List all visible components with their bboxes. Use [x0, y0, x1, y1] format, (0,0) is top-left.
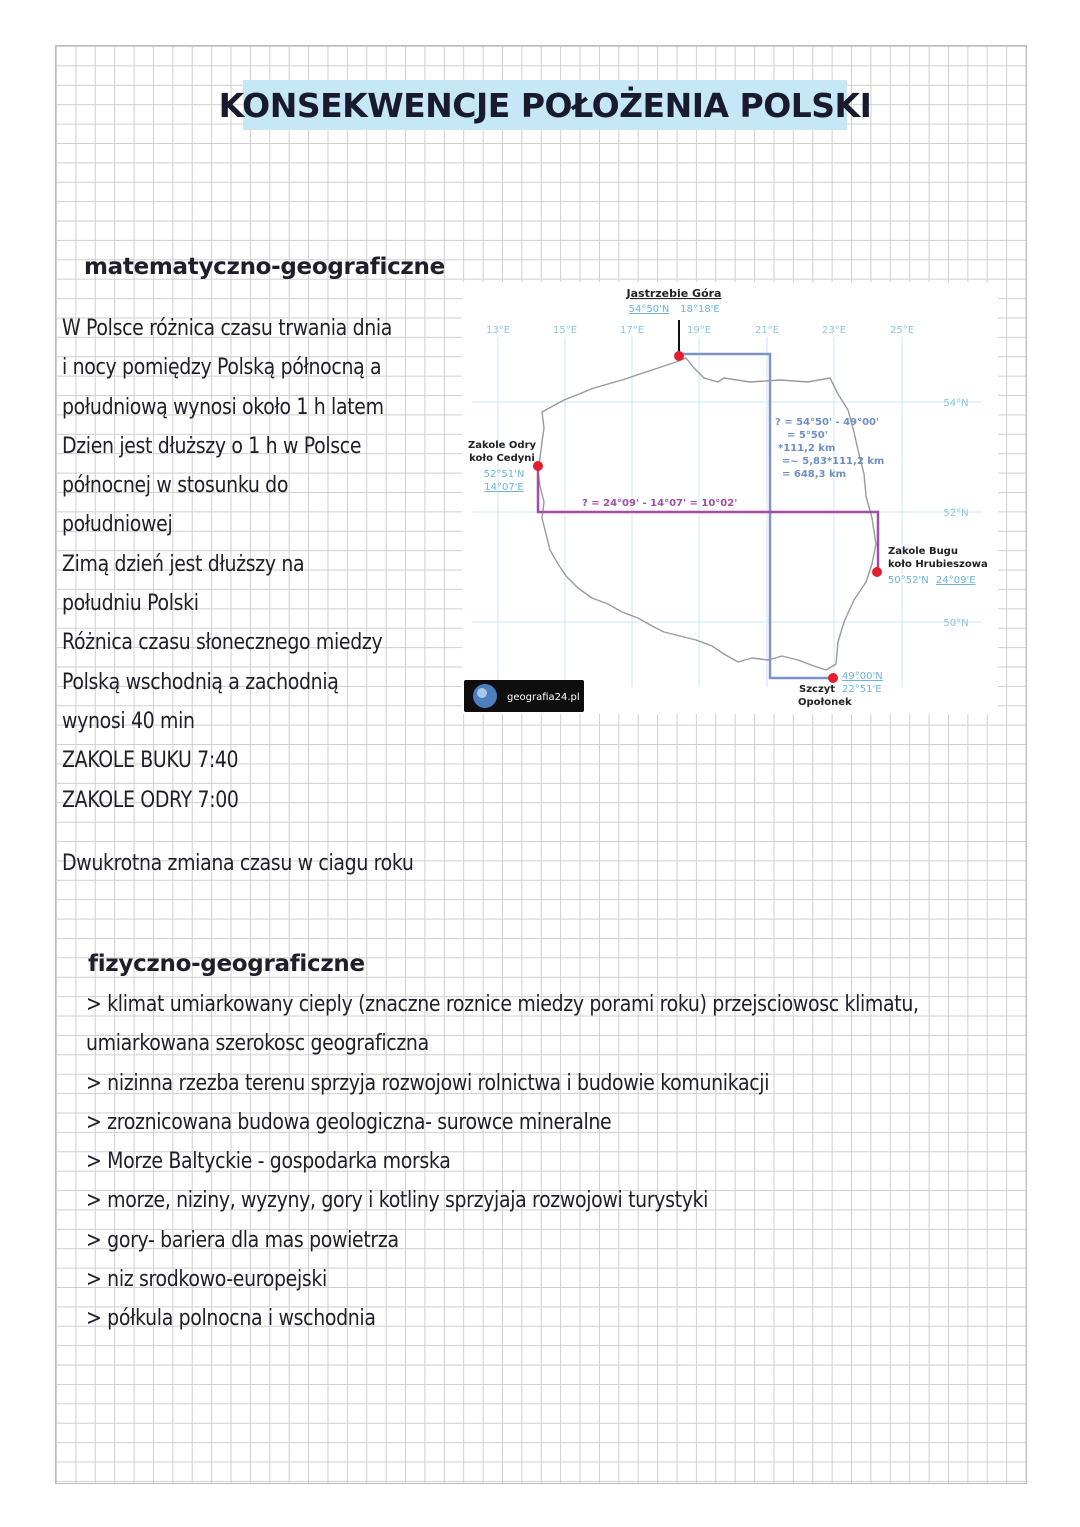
note-line: i nocy pomiędzy Polską północną a: [62, 355, 382, 381]
poland-extremes-map: [462, 282, 998, 714]
north-lon: 18°18'E: [680, 304, 720, 315]
east-name-1: Zakole Bugu: [888, 546, 958, 557]
north-name: Jastrzebie Góra: [626, 287, 722, 300]
note-line: > niz srodkowo-europejski: [86, 1267, 327, 1293]
east-name-2: koło Hrubieszowa: [888, 559, 988, 570]
point-north: [674, 351, 684, 361]
calc-ew: ? = 24°09' - 14°07' = 10°02': [582, 498, 738, 509]
heading-phys-geo: fizyczno-geograficzne: [88, 951, 365, 977]
lon-label: 13°E: [485, 325, 511, 336]
lat-label: 54°N: [943, 398, 969, 409]
west-lon: 14°07'E: [484, 482, 524, 493]
note-line: Polską wschodnią a zachodnią: [62, 669, 339, 695]
calc-ns-line: =~ 5,83*111,2 km: [782, 456, 885, 467]
note-line: > nizinna rzezba terenu sprzyja rozwojowi rolnictwa i budowie komunikacji: [86, 1070, 770, 1096]
note-line: Różnica czasu słonecznego miedzy: [62, 630, 383, 656]
note-line: południowej: [62, 512, 173, 538]
note-line: ZAKOLE ODRY 7:00: [62, 787, 239, 813]
west-name-2: koło Cedyni: [469, 453, 535, 464]
south-lat: 49°00'N: [842, 671, 883, 682]
north-lat: 54°50'N: [628, 304, 670, 315]
south-name-1: Szczyt: [799, 684, 836, 695]
note-line: Dzien jest dłuższy o 1 h w Polsce: [62, 433, 362, 459]
phys-geo-notes: [86, 985, 1054, 1339]
point-east: [872, 567, 882, 577]
note-line: > gory- bariera dla mas powietrza: [86, 1227, 399, 1253]
calc-ns-line: = 5°50': [787, 430, 828, 441]
lon-label: 23°E: [821, 325, 847, 336]
lat-label: 52°N: [943, 508, 969, 519]
math-geo-notes: [62, 309, 446, 820]
west-lat: 52°51'N: [483, 469, 525, 480]
note-line: > półkula polnocna i wschodnia: [86, 1306, 376, 1332]
lon-label: 15°E: [552, 325, 578, 336]
note-line: południową wynosi około 1 h latem: [62, 394, 384, 420]
east-lat: 50°52'N: [888, 575, 929, 586]
calc-ns-line: = 648,3 km: [782, 469, 847, 480]
note-line: > klimat umiarkowany cieply (znaczne roznice miedzy porami roku) przejsciowosc klimatu,: [86, 992, 919, 1017]
note-line: > Morze Baltyckie - gospodarka morska: [86, 1149, 451, 1175]
geografia24-logo: [464, 680, 584, 712]
time-change-note: [62, 844, 471, 883]
lon-label: 19°E: [686, 325, 712, 336]
page-title: KONSEKWENCJE POŁOŻENIA POLSKI: [243, 80, 847, 130]
note-line: północnej w stosunku do: [62, 473, 289, 499]
note-line: Zimą dzień jest dłuższy na: [62, 551, 305, 577]
south-name-2: Opołonek: [798, 697, 852, 708]
lon-label: 17°E: [619, 325, 645, 336]
note-line: umiarkowana szerokosc geograficzna: [86, 1031, 429, 1057]
point-south: [828, 673, 838, 683]
note-line: Dwukrotna zmiana czasu w ciagu roku: [62, 851, 414, 876]
logo-text: geografia24.pl: [507, 692, 580, 703]
south-lon: 22°51'E: [842, 684, 882, 695]
calc-ns-line: *111,2 km: [778, 443, 836, 454]
west-name-1: Zakole Odry: [467, 440, 537, 451]
note-line: > morze, niziny, wyzyny, gory i kotliny sprzyjaja rozwojowi turystyki: [86, 1188, 709, 1214]
note-line: > zroznicowana budowa geologiczna- surowce mineralne: [86, 1109, 612, 1135]
lon-label: 25°E: [889, 325, 915, 336]
note-line: wynosi 40 min: [62, 708, 195, 734]
lon-label: 21°E: [754, 325, 780, 336]
note-line: ZAKOLE BUKU 7:40: [62, 748, 239, 774]
lat-label: 50°N: [943, 618, 969, 629]
note-line: W Polsce różnica czasu trwania dnia: [62, 316, 393, 341]
heading-math-geo: matematyczno-geograficzne: [84, 254, 445, 280]
calc-ns-line: ? = 54°50' - 49°00': [775, 417, 880, 428]
east-lon: 24°09'E: [936, 575, 976, 586]
note-line: południu Polski: [62, 591, 199, 617]
